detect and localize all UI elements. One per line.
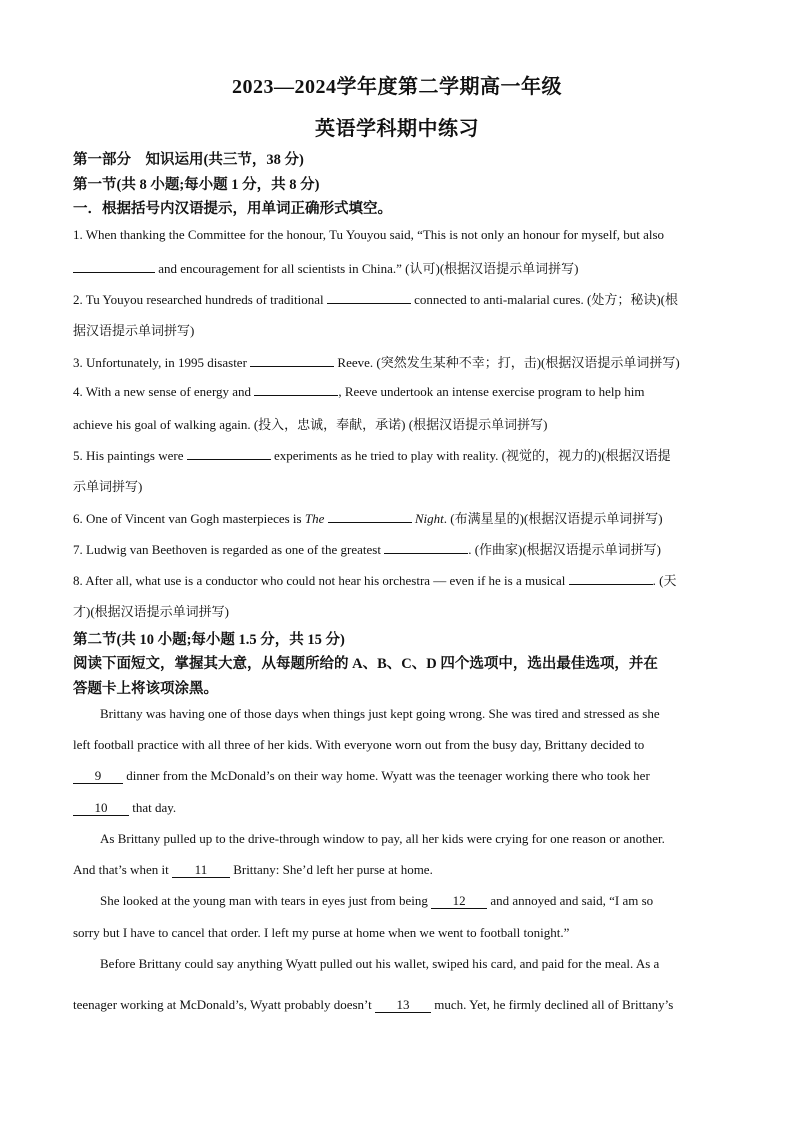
answer-blank-5[interactable] — [187, 447, 271, 460]
passage-p3-line-2: sorry but I have to cancel that order. I left my purse at home when we went to football tonight.” — [73, 925, 570, 940]
answer-blank-3[interactable] — [250, 354, 334, 367]
section2-instruction-line-1: 阅读下面短文，掌握其大意，从每题所给的 A、B、C、D 四个选项中，选出最佳选项，并在 — [73, 656, 658, 672]
question-2-text-a: 2. Tu Youyou researched hundreds of traditional — [73, 292, 327, 307]
section2-heading: 第二节(共 10 小题;每小题 1.5 分，共 15 分) — [73, 632, 345, 648]
cloze-blank-12[interactable]: 12 — [431, 894, 487, 909]
cloze-blank-10[interactable]: 10 — [73, 801, 129, 816]
passage-p2-text-b: Brittany: She’d left her purse at home. — [229, 862, 433, 877]
question-6-italic-the: The — [304, 511, 325, 526]
question-7-text-b: . (作曲家)(根据汉语提示单词拼写) — [468, 542, 662, 557]
passage-p1-text-d: that day. — [129, 800, 177, 815]
question-4-line-2: achieve his goal of walking again. (投入，忠诚，奉献，承诺) (根据汉语提示单词拼写) — [73, 417, 548, 432]
question-8-text-a: 8. After all, what use is a conductor who could not hear his orchestra — even if he is a musical — [73, 573, 569, 588]
answer-blank-6[interactable] — [328, 510, 412, 523]
question-4-text-a: 4. With a new sense of energy and — [73, 384, 255, 399]
passage-p2-line-2 — [73, 862, 433, 878]
passage-p2-line-1: As Brittany pulled up to the drive-through window to pay, all her kids were crying for one reason or another. — [100, 831, 665, 846]
question-2-line-2: 据汉语提示单词拼写) — [73, 323, 195, 338]
question-6-italic-night: Night — [414, 511, 444, 526]
passage-p1-line-3 — [73, 768, 650, 784]
question-2-text-b: connected to anti-malarial cures. (处方；秘诀)(根 — [410, 292, 678, 307]
cloze-blank-13[interactable]: 13 — [375, 998, 431, 1013]
answer-blank-2[interactable] — [327, 291, 411, 304]
question-6-text-b: . (布满星星的)(根据汉语提示单词拼写) — [443, 511, 663, 526]
answer-blank-7[interactable] — [384, 541, 468, 554]
document-subtitle: 英语学科期中练习 — [315, 118, 479, 140]
question-8-text-b: . (天 — [652, 573, 677, 588]
question-2-line-1 — [73, 289, 678, 308]
passage-p4-text-a: teenager working at McDonald’s, Wyatt probably doesn’t — [73, 997, 375, 1012]
answer-blank-8[interactable] — [569, 572, 653, 585]
question-6-line-1 — [73, 508, 663, 527]
answer-blank-4[interactable] — [254, 383, 338, 396]
question-5-text-b: experiments as he tried to play with reality. (视觉的，视力的)(根据汉语提 — [270, 448, 671, 463]
document-title: 2023—2024学年度第二学期高一年级 — [232, 76, 562, 98]
question-8-line-1 — [73, 570, 677, 589]
passage-p1-line-2: left football practice with all three of her kids. With everyone worn out from the busy day, Brittany decided to — [73, 737, 645, 752]
question-8-line-2: 才)(根据汉语提示单词拼写) — [73, 604, 229, 619]
passage-p3-text-b: and annoyed and said, “I am so — [487, 893, 654, 908]
section1-instruction: 一．根据括号内汉语提示，用单词正确形式填空。 — [73, 201, 392, 217]
passage-p4-text-b: much. Yet, he firmly declined all of Brittany’s — [431, 997, 674, 1012]
cloze-blank-9[interactable]: 9 — [73, 769, 123, 784]
passage-p3-text-a: She looked at the young man with tears in eyes just from being — [100, 893, 432, 908]
passage-p1-line-1: Brittany was having one of those days when things just kept going wrong. She was tired and stressed as she — [100, 706, 660, 721]
question-5-text-a: 5. His paintings were — [73, 448, 187, 463]
question-7-line-1 — [73, 539, 661, 558]
question-4-line-1 — [73, 383, 644, 400]
passage-p3-line-1 — [100, 893, 653, 909]
question-7-text-a: 7. Ludwig van Beethoven is regarded as one of the greatest — [73, 542, 385, 557]
passage-p4-line-1: Before Brittany could say anything Wyatt pulled out his wallet, swiped his card, and paid for the meal. As a — [100, 956, 660, 971]
section1-heading: 第一节(共 8 小题;每小题 1 分，共 8 分) — [73, 177, 320, 193]
answer-blank-1[interactable] — [73, 260, 155, 273]
cloze-blank-11[interactable]: 11 — [172, 863, 230, 878]
passage-p4-line-2 — [73, 997, 673, 1013]
question-1-text: and encouragement for all scientists in China.” (认可)(根据汉语提示单词拼写) — [155, 261, 579, 276]
question-6-text-a: 6. One of Vincent van Gogh masterpieces is — [73, 511, 305, 526]
question-3-text-a: 3. Unfortunately, in 1995 disaster — [73, 355, 251, 370]
question-4-text-b: , Reeve undertook an intense exercise program to help him — [338, 384, 645, 399]
question-5-line-1 — [73, 445, 671, 464]
part1-heading: 第一部分 知识运用(共三节，38 分) — [73, 152, 304, 168]
question-3-line-1 — [73, 352, 680, 371]
question-1-line-1: 1. When thanking the Committee for the honour, Tu Youyou said, “This is not only an honour for myself, but also — [73, 227, 665, 242]
passage-p1-line-4 — [73, 800, 176, 816]
passage-p2-text-a: And that’s when it — [73, 862, 172, 877]
passage-p1-text-c: dinner from the McDonald’s on their way home. Wyatt was the teenager working there who took her — [123, 768, 650, 783]
question-5-line-2: 示单词拼写) — [73, 479, 143, 494]
section2-instruction-line-2: 答题卡上将该项涂黑。 — [73, 681, 218, 697]
question-1-line-2 — [73, 258, 579, 277]
question-3-text-b: Reeve. (突然发生某种不幸；打，击)(根据汉语提示单词拼写) — [334, 355, 680, 370]
